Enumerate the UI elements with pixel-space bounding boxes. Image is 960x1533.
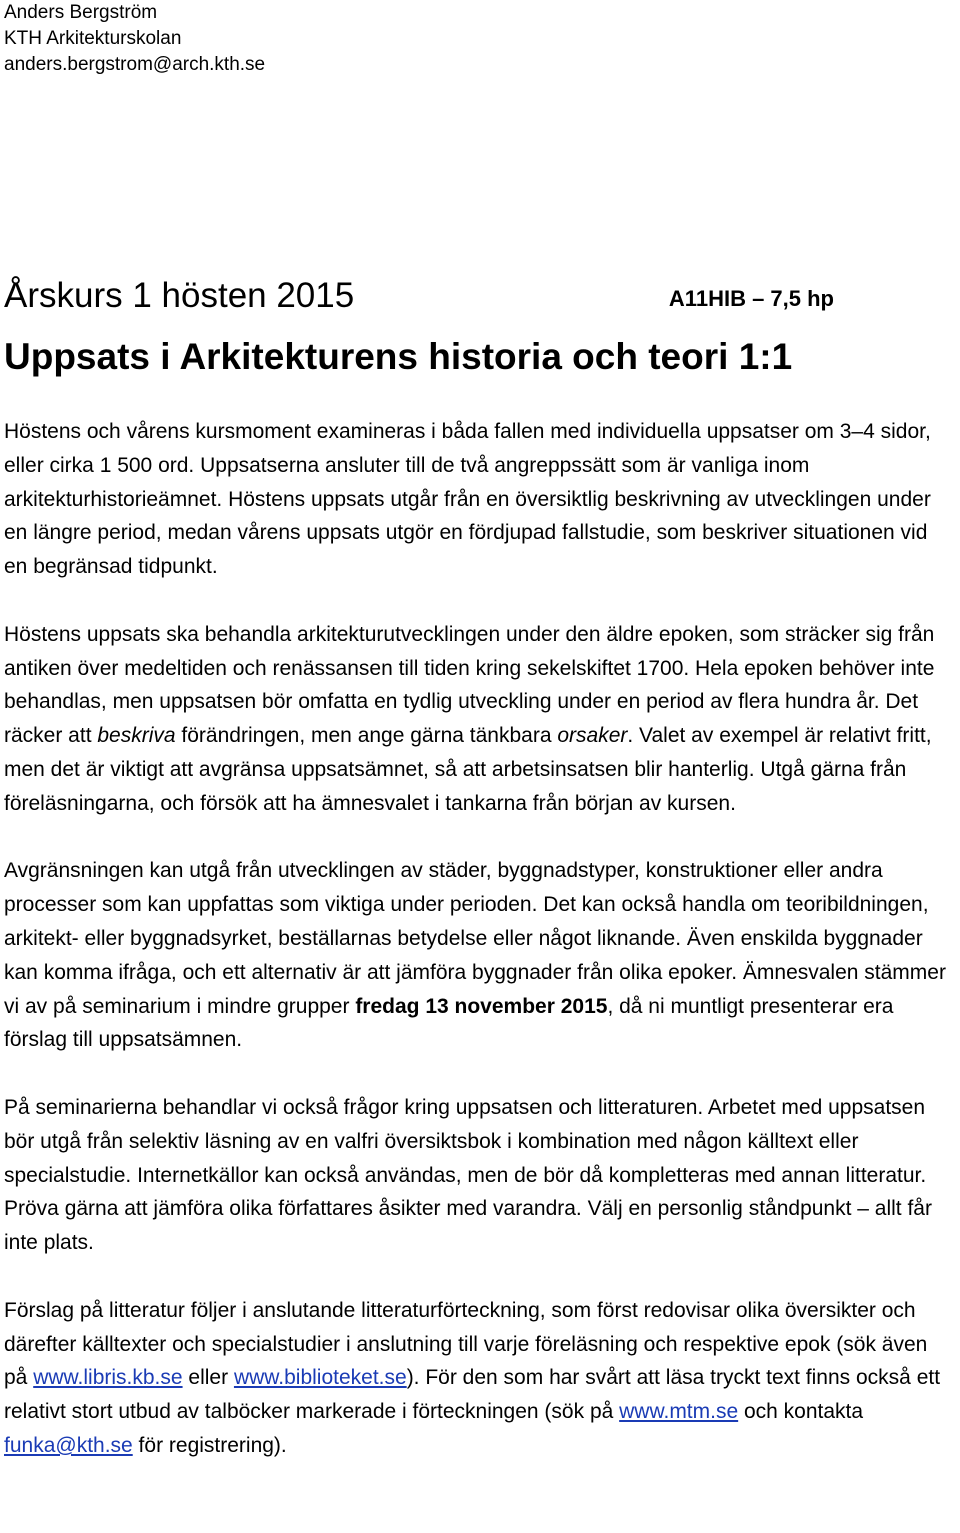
- libris-link[interactable]: www.libris.kb.se: [33, 1366, 183, 1390]
- document-body: [4, 415, 956, 1497]
- mtm-link[interactable]: www.mtm.se: [619, 1400, 739, 1424]
- author-header: [4, 0, 265, 78]
- paragraph-5-text-e: för registrering).: [132, 1433, 287, 1457]
- paragraph-2-text-a: Höstens uppsats ska behandla arkitekturutvecklingen under den äldre epoken, som sträcker sig från antiken över medeltiden och renässansen till tiden kring sekelskiftet 1700. Hela epoken behöver inte behandlas, men uppsatsen bör omfatta en tydlig utveckling under en period av flera hundra år. Det räcker att: [4, 622, 935, 748]
- paragraph-2: [4, 618, 956, 821]
- course-code: A11HIB – 7,5 hp: [668, 286, 834, 311]
- paragraph-5: [4, 1294, 956, 1463]
- paragraph-5-text-a: Förslag på litteratur följer i anslutande litteraturförteckning, som först redovisar olika översikter och därefter källtexter och specialstudier i anslutning till varje föreläsning och respektive epok (sök även på: [4, 1298, 928, 1390]
- paragraph-3-text-b: , då ni muntligt presenterar era förslag till uppsatsämnen.: [4, 994, 894, 1052]
- document-title: Uppsats i Arkitekturens historia och teori 1:1: [4, 336, 793, 377]
- course-term: Årskurs 1 hösten 2015: [4, 276, 355, 315]
- paragraph-5-text-d: och kontakta: [738, 1400, 864, 1424]
- emphasis-orsaker: orsaker: [557, 724, 628, 748]
- paragraph-3: [4, 854, 956, 1057]
- paragraph-5-text-b: eller: [182, 1366, 234, 1390]
- paragraph-1: Höstens och vårens kursmoment examineras i båda fallen med individuella uppsatser om 3–4 sidor, eller cirka 1 500 ord. Uppsatserna ansluter till de två angreppssätt som är vanliga inom arkitekturhistorieämnet. Höstens uppsats utgår från en översiktlig beskrivning av utvecklingen under en längre period, medan vårens uppsats utgör en fördjupad fallstudie, som beskriver situationen vid en begränsad tidpunkt.: [4, 420, 931, 579]
- paragraph-2-text-b: förändringen, men ange gärna tänkbara: [175, 724, 558, 748]
- paragraph-2-text-c: . Valet av exempel är relativt fritt, men det är viktigt att avgränsa uppsatsämnet, så att arbetsinsatsen blir hanterlig. Utgå gärna från föreläsningarna, och försök att ha ämnesvalet i tankarna från början av kursen.: [4, 724, 932, 815]
- author-email: anders.bergstrom@arch.kth.se: [4, 54, 266, 75]
- author-school: KTH Arkitekturskolan: [4, 28, 182, 49]
- author-name: Anders Bergström: [4, 2, 158, 23]
- paragraph-3-text-a: Avgränsningen kan utgå från utvecklingen av städer, byggnadstyper, konstruktioner eller andra processer som kan uppfattas som viktiga under perioden. Det kan också handla om teoribildningen, arkitekt- eller byggnadsyrket, beställarnas betydelse eller något liknande. Även enskilda byggnader kan komma ifråga, och ett alternativ är att jämföra byggnader från olika epoker. Ämnesvalen stämmer vi av på seminarium i mindre grupper: [4, 859, 946, 1018]
- course-line: [4, 273, 834, 319]
- seminar-date: fredag 13 november 2015: [355, 994, 608, 1018]
- emphasis-beskriva: beskriva: [97, 724, 176, 748]
- paragraph-5-text-c: ). För den som har svårt att läsa tryckt text finns också ett relativt stort utbud av talböcker markerade i förteckningen (sök på: [4, 1366, 941, 1424]
- funka-email-link[interactable]: funka@kth.se: [4, 1433, 133, 1457]
- paragraph-4: På seminarierna behandlar vi också frågor kring uppsatsen och litteraturen. Arbetet med uppsatsen bör utgå från selektiv läsning av en valfri översiktsbok i kombination med någon källtext eller specialstudie. Internetkällor kan också användas, men de bör då kompletteras med annan litteratur. Pröva gärna att jämföra olika författares åsikter med varandra. Välj en personlig ståndpunkt – allt får inte plats.: [4, 1095, 932, 1255]
- biblioteket-link[interactable]: www.biblioteket.se: [233, 1366, 407, 1390]
